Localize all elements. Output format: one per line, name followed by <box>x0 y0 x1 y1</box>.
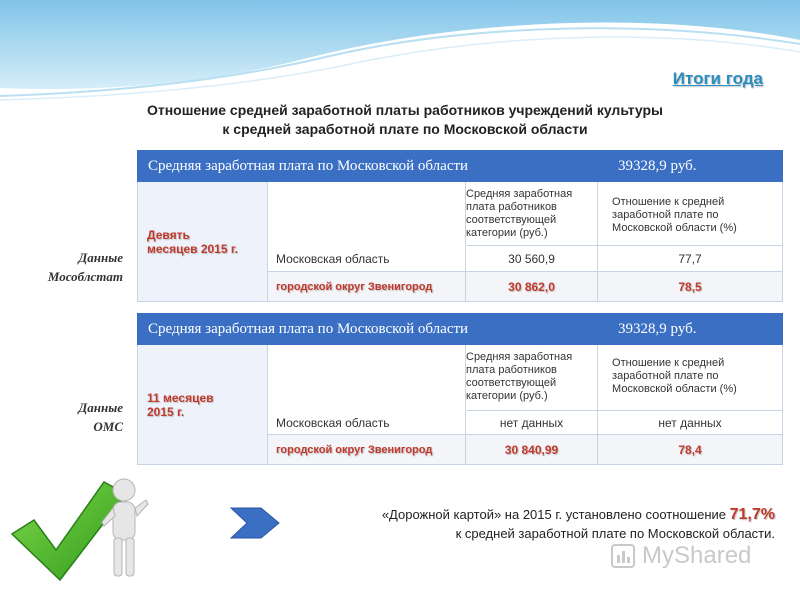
period-line1: 11 месяцев <box>147 390 214 405</box>
watermark-text: MyShared <box>642 542 752 569</box>
salary-value: 30 560,9 <box>466 246 598 272</box>
salary-table-mosoblstat <box>137 150 783 302</box>
ratio-value: 77,7 <box>598 246 783 272</box>
roadmap-note <box>290 505 775 543</box>
watermark-logo-icon <box>610 543 636 569</box>
period-line2: 2015 г. <box>147 404 185 419</box>
roadmap-note-line2: к средней заработной плате по Московской области. <box>455 526 775 541</box>
row-label: городской округ Звенигород <box>268 435 466 465</box>
source-label-line1: Данные <box>78 400 123 415</box>
roadmap-note-line1 <box>290 505 775 524</box>
table-header-row <box>138 151 783 182</box>
salary-value: нет данных <box>466 411 598 435</box>
row-label: Московская область <box>268 246 466 272</box>
page-title-line1: Отношение средней заработной платы работников учреждений культуры <box>146 102 664 118</box>
period-cell <box>138 345 268 465</box>
salary-value: 30 840,99 <box>466 435 598 465</box>
header-value: 39328,9 руб. <box>598 314 783 345</box>
row-label: городской округ Звенигород <box>268 272 466 302</box>
period-line1: Девять <box>147 227 190 242</box>
column-header-salary: Средняя заработная плата работников соответствующей категории (руб.) <box>466 182 598 246</box>
column-header-ratio: Отношение к средней заработной плате по Московской области (%) <box>598 182 783 246</box>
header-value: 39328,9 руб. <box>598 151 783 182</box>
page-title-line2: к средней заработной плате по Московской области <box>222 121 588 137</box>
header-label: Средняя заработная плата по Московской области <box>138 314 598 345</box>
header-wave-decoration <box>0 0 800 110</box>
table-header-row <box>138 314 783 345</box>
salary-value: 30 862,0 <box>466 272 598 302</box>
watermark <box>610 542 751 570</box>
period-line2: месяцев 2015 г. <box>147 241 238 256</box>
row-label: Московская область <box>268 411 466 435</box>
ratio-value: нет данных <box>598 411 783 435</box>
source-label-mosoblstat <box>13 248 123 286</box>
page-heading[interactable]: Итоги года <box>672 69 763 88</box>
source-label-line2: Мособлстат <box>47 269 123 284</box>
source-label-oms <box>13 398 123 436</box>
ratio-value: 78,4 <box>598 435 783 465</box>
source-label-line2: ОМС <box>93 419 123 434</box>
source-label-line1: Данные <box>78 250 123 265</box>
roadmap-note-text: «Дорожной картой» на 2015 г. установлено соотношение <box>381 507 726 522</box>
person-figure-icon <box>98 476 150 582</box>
roadmap-target-percent: 71,7% <box>729 506 775 523</box>
column-header-salary: Средняя заработная плата работников соответствующей категории (руб.) <box>466 345 598 411</box>
period-cell <box>138 182 268 302</box>
ratio-value: 78,5 <box>598 272 783 302</box>
header-label: Средняя заработная плата по Московской области <box>138 151 598 182</box>
column-header-ratio: Отношение к средней заработной плате по Московской области (%) <box>598 345 783 411</box>
arrow-right-icon <box>229 504 285 542</box>
salary-table-oms <box>137 313 783 465</box>
